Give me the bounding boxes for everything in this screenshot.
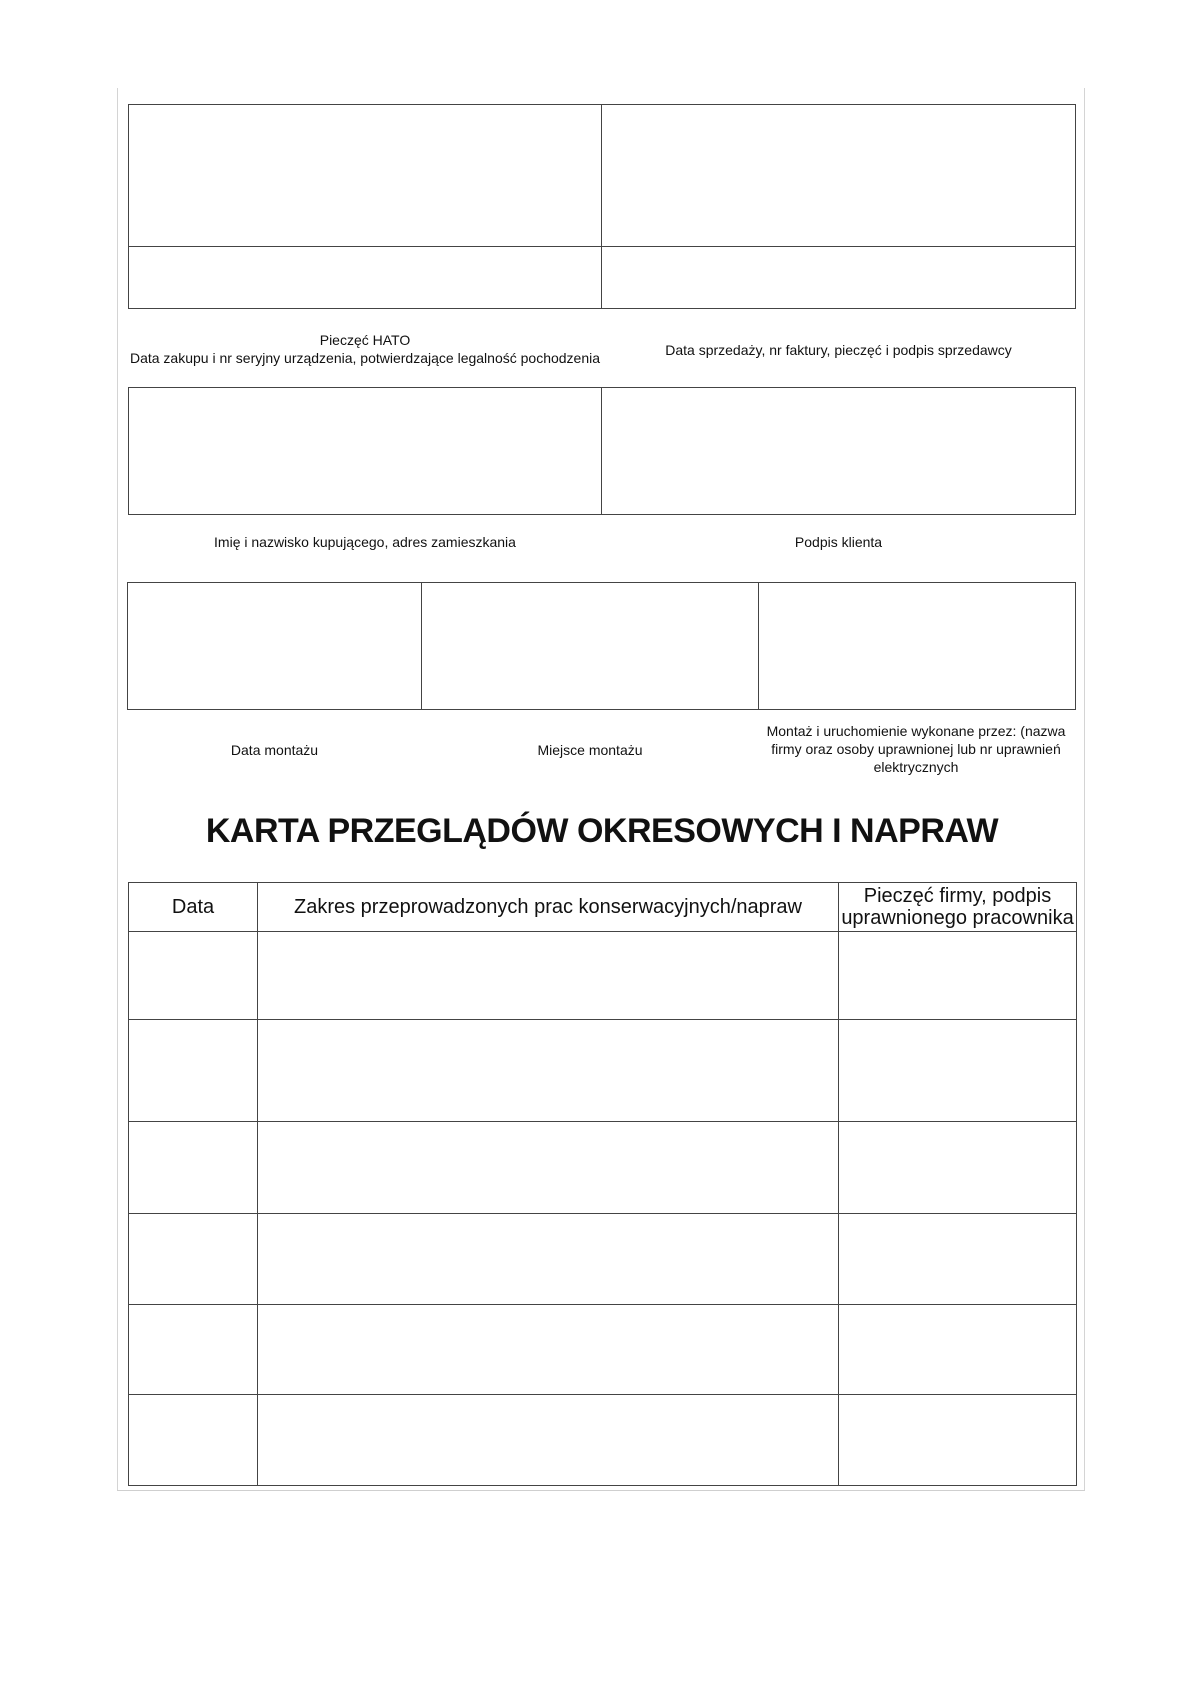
page-edge-left	[117, 88, 118, 1490]
table-row	[129, 932, 1077, 1020]
install-date-box[interactable]	[127, 582, 422, 710]
date-cell[interactable]	[129, 1305, 258, 1395]
scope-cell[interactable]	[258, 1395, 839, 1486]
buyer-box[interactable]	[128, 387, 602, 515]
scope-cell[interactable]	[258, 1214, 839, 1305]
date-cell[interactable]	[129, 1395, 258, 1486]
column-header-stamp-signature: Pieczęć firmy, podpis uprawnionego pracownika	[839, 883, 1077, 932]
service-card-title: KARTA PRZEGLĄDÓW OKRESOWYCH I NAPRAW	[205, 812, 999, 850]
scope-cell[interactable]	[258, 1122, 839, 1214]
stamp-signature-cell[interactable]	[839, 1305, 1077, 1395]
client-signature-box[interactable]	[601, 387, 1076, 515]
client-signature-caption: Podpis klienta	[794, 534, 883, 550]
stamp-signature-cell[interactable]	[839, 1395, 1077, 1486]
service-log-header-row	[129, 883, 1077, 932]
table-row	[129, 1395, 1077, 1486]
installer-caption: Montaż i uruchomienie wykonane przez: (nazwa firmy oraz osoby uprawnionej lub nr uprawnień elektrycznych	[766, 723, 1066, 775]
scope-cell[interactable]	[258, 1020, 839, 1122]
seller-caption: Data sprzedaży, nr faktury, pieczęć i podpis sprzedawcy	[665, 342, 1012, 358]
date-cell[interactable]	[129, 1214, 258, 1305]
stamp-box[interactable]	[128, 104, 602, 247]
seller-box[interactable]	[601, 104, 1076, 247]
scope-cell[interactable]	[258, 1305, 839, 1395]
date-cell[interactable]	[129, 932, 258, 1020]
date-cell[interactable]	[129, 1122, 258, 1214]
seller-details-box[interactable]	[601, 246, 1076, 309]
stamp-signature-cell[interactable]	[839, 1214, 1077, 1305]
service-log-table	[128, 882, 1077, 1486]
column-header-date: Data	[129, 883, 258, 932]
installer-box[interactable]	[758, 582, 1076, 710]
date-cell[interactable]	[129, 1020, 258, 1122]
table-row	[129, 1122, 1077, 1214]
install-place-caption: Miejsce montażu	[537, 742, 643, 758]
stamp-signature-cell[interactable]	[839, 932, 1077, 1020]
scope-cell[interactable]	[258, 932, 839, 1020]
install-date-caption: Data montażu	[230, 742, 319, 758]
stamp-caption-line1: Pieczęć HATO	[319, 332, 411, 348]
stamp-signature-cell[interactable]	[839, 1020, 1077, 1122]
stamp-signature-cell[interactable]	[839, 1122, 1077, 1214]
column-header-scope: Zakres przeprowadzonych prac konserwacyjnych/napraw	[258, 883, 839, 932]
install-place-box[interactable]	[421, 582, 759, 710]
stamp-caption-line2: Data zakupu i nr seryjny urządzenia, potwierdzające legalność pochodzenia	[129, 350, 601, 366]
stamp-caption	[128, 331, 602, 367]
stamp-date-serial-box[interactable]	[128, 246, 602, 309]
buyer-caption: Imię i nazwisko kupującego, adres zamieszkania	[214, 534, 516, 550]
table-row	[129, 1020, 1077, 1122]
table-row	[129, 1214, 1077, 1305]
page-edge-bottom	[117, 1490, 1085, 1491]
page-edge-right	[1084, 88, 1085, 1490]
table-row	[129, 1305, 1077, 1395]
